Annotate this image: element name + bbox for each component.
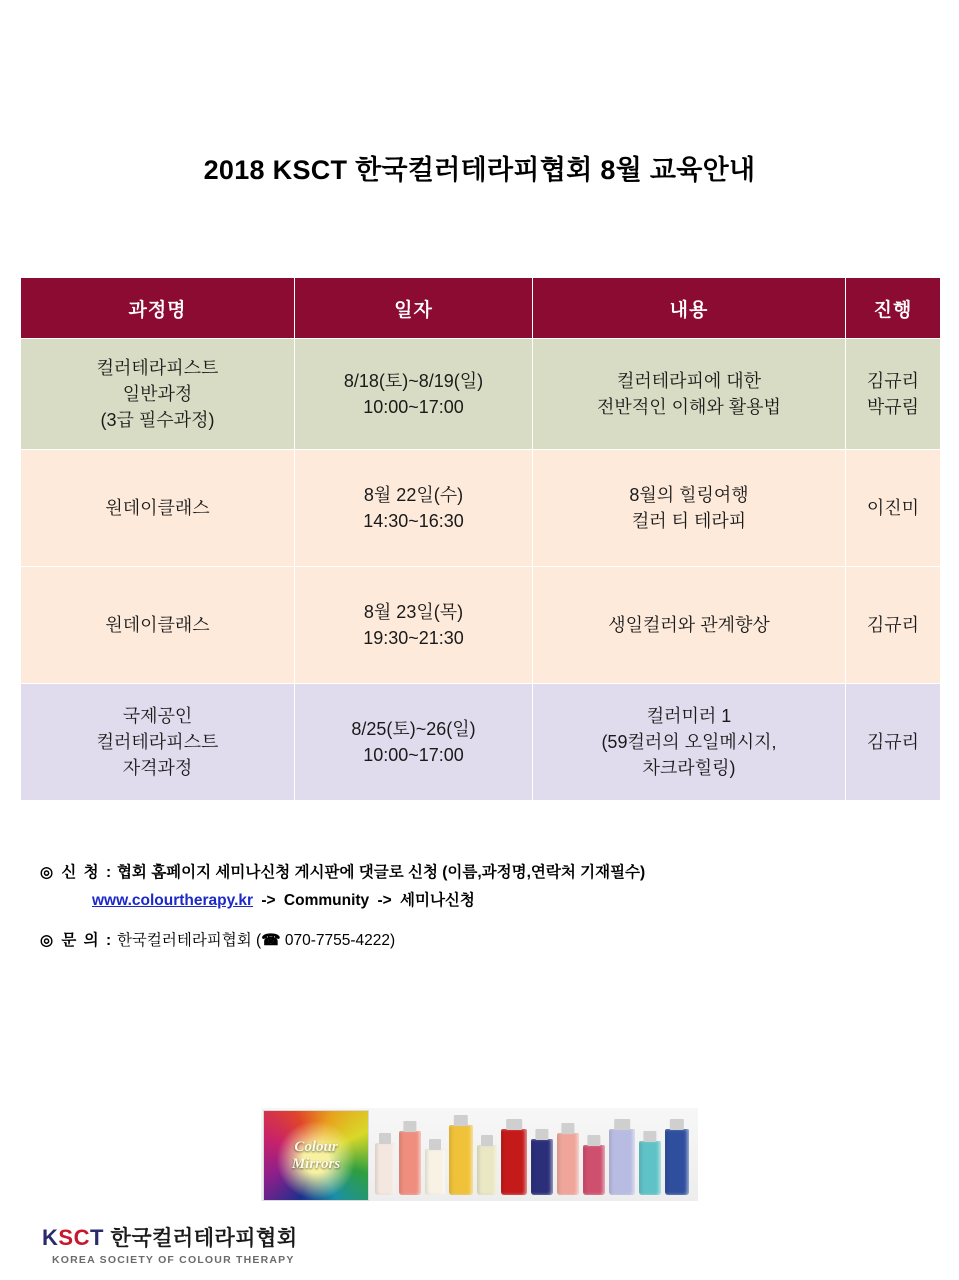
colour-mirrors-logo [263, 1110, 369, 1201]
cell-line: 자격과정 [122, 758, 193, 779]
cell-line: 컬러미러 1 [646, 705, 732, 726]
apply-note-subrow [92, 888, 920, 910]
bottle-cap [587, 1135, 600, 1146]
table-row [21, 339, 941, 450]
bottle-cap [670, 1119, 684, 1130]
cell-line: 19:30~21:30 [363, 628, 464, 648]
cell-line: 컬러테라피스트 [96, 731, 219, 752]
cell-line: 컬러테라피스트 [96, 357, 219, 378]
community-label: Community [283, 892, 370, 909]
bullet-icon: ◎ [40, 932, 54, 949]
cell-date [295, 684, 533, 801]
table-row [21, 684, 941, 801]
logo-line-1: Colour [294, 1139, 338, 1155]
phone-icon: ☎ [261, 932, 281, 949]
cell-line: 8월 23일(목) [363, 601, 464, 622]
column-header-content: 내용 [533, 278, 846, 339]
bottle-cap [614, 1119, 630, 1130]
inquiry-note-row [40, 928, 920, 950]
table-row [21, 450, 941, 567]
cell-course [21, 339, 295, 450]
cell-line: 김규리 [866, 614, 920, 635]
cell-line: 국제공인 [122, 705, 193, 726]
footer-brand [42, 1222, 298, 1266]
bullet-icon: ◎ [40, 864, 54, 881]
column-header-course: 과정명 [21, 278, 295, 339]
brand-korean-name: 한국컬러테라피협회 [110, 1227, 298, 1250]
bottle-cap [429, 1139, 441, 1150]
inquiry-org: 한국컬러테라피협회 [116, 932, 252, 949]
bottle-cap [403, 1121, 416, 1132]
cell-line: 8월 22일(수) [363, 484, 464, 505]
bottle-cap [643, 1131, 656, 1142]
apply-note-row [40, 860, 920, 882]
cell-line: 이진미 [866, 497, 920, 518]
seminar-apply-label: 세미나신청 [400, 892, 475, 909]
arrow-glyph: -> [377, 892, 392, 909]
cell-instructor [846, 339, 941, 450]
bottle-cap [481, 1135, 493, 1146]
table-header-row [21, 278, 941, 339]
bottle [449, 1125, 473, 1195]
cell-line: 8/25(토)~26(일) [351, 718, 476, 739]
footer-brand-line [42, 1222, 298, 1252]
apply-label: 신 청 : [61, 864, 113, 881]
schedule-table [20, 277, 941, 801]
bottle-cap [379, 1133, 391, 1144]
bottle [583, 1145, 605, 1195]
cell-course [21, 450, 295, 567]
bottle [477, 1145, 497, 1195]
brand-letter-c: C [73, 1225, 90, 1250]
cell-line: 10:00~17:00 [363, 397, 464, 417]
bottle-cap [561, 1123, 574, 1134]
logo-text [264, 1139, 368, 1174]
website-link[interactable]: www.colourtherapy.kr [92, 892, 254, 909]
cell-line: 원데이클래스 [105, 614, 210, 635]
cell-line: 컬러테라피에 대한 [616, 370, 762, 391]
cell-content [533, 567, 846, 684]
column-header-date: 일자 [295, 278, 533, 339]
bottle-cap [535, 1129, 548, 1140]
cell-content [533, 684, 846, 801]
bottle-cap [506, 1119, 522, 1130]
arrow-glyph: -> [261, 892, 276, 909]
bottle [399, 1131, 421, 1195]
bottle [501, 1129, 527, 1195]
cell-line: 14:30~16:30 [363, 511, 464, 531]
brand-letter-s: S [58, 1225, 74, 1250]
page-title: 2018 KSCT 한국컬러테라피협회 8월 교육안내 [203, 155, 756, 185]
cell-line: 박규림 [866, 397, 920, 417]
colour-mirrors-product-image [261, 1108, 698, 1201]
brand-letter-k: K [42, 1225, 59, 1250]
paren-open: ( [256, 932, 262, 949]
cell-line: 일반과정 [122, 383, 193, 404]
bottle [557, 1133, 579, 1195]
apply-text: 협회 홈페이지 세미나신청 게시판에 댓글로 신청 (이름,과정명,연락처 기재필수) [116, 864, 646, 881]
cell-instructor [846, 684, 941, 801]
cell-line: 8/18(토)~8/19(일) [343, 370, 484, 391]
cell-line: 컬러 티 테라피 [631, 511, 747, 531]
paren-close: ) [389, 932, 396, 949]
cell-line: (3급 필수과정) [100, 410, 215, 431]
cell-line: 김규리 [866, 370, 920, 391]
bottle [639, 1141, 661, 1195]
bottle-cap [454, 1115, 468, 1126]
cell-instructor [846, 567, 941, 684]
bottle-row [371, 1108, 698, 1201]
cell-course [21, 567, 295, 684]
cell-date [295, 450, 533, 567]
bottle [375, 1143, 395, 1195]
notes-section [40, 860, 920, 956]
cell-line: (59컬러의 오일메시지, [601, 731, 777, 752]
logo-line-2: Mirrors [291, 1156, 341, 1173]
cell-date [295, 567, 533, 684]
cell-instructor [846, 450, 941, 567]
table-row [21, 567, 941, 684]
cell-line: 10:00~17:00 [363, 745, 464, 765]
cell-line: 생일컬러와 관계향상 [608, 614, 770, 635]
cell-date [295, 339, 533, 450]
cell-line: 전반적인 이해와 활용법 [597, 397, 781, 417]
bottle [425, 1149, 445, 1195]
phone-number: 070-7755-4222 [284, 932, 390, 949]
cell-content [533, 450, 846, 567]
column-header-instructor: 진행 [846, 278, 941, 339]
cell-line: 차크라힐링) [642, 758, 736, 779]
bottle [665, 1129, 689, 1195]
bottle [531, 1139, 553, 1195]
cell-content [533, 339, 846, 450]
bottle [609, 1129, 635, 1195]
brand-subtitle: KOREA SOCIETY OF COLOUR THERAPY [52, 1254, 295, 1266]
brand-letter-t: T [89, 1225, 104, 1250]
cell-course [21, 684, 295, 801]
inquiry-label: 문 의 : [61, 932, 113, 949]
cell-line: 원데이클래스 [105, 497, 210, 518]
notes-spacer [40, 910, 920, 928]
cell-line: 8월의 힐링여행 [629, 484, 749, 505]
cell-line: 김규리 [866, 731, 920, 752]
